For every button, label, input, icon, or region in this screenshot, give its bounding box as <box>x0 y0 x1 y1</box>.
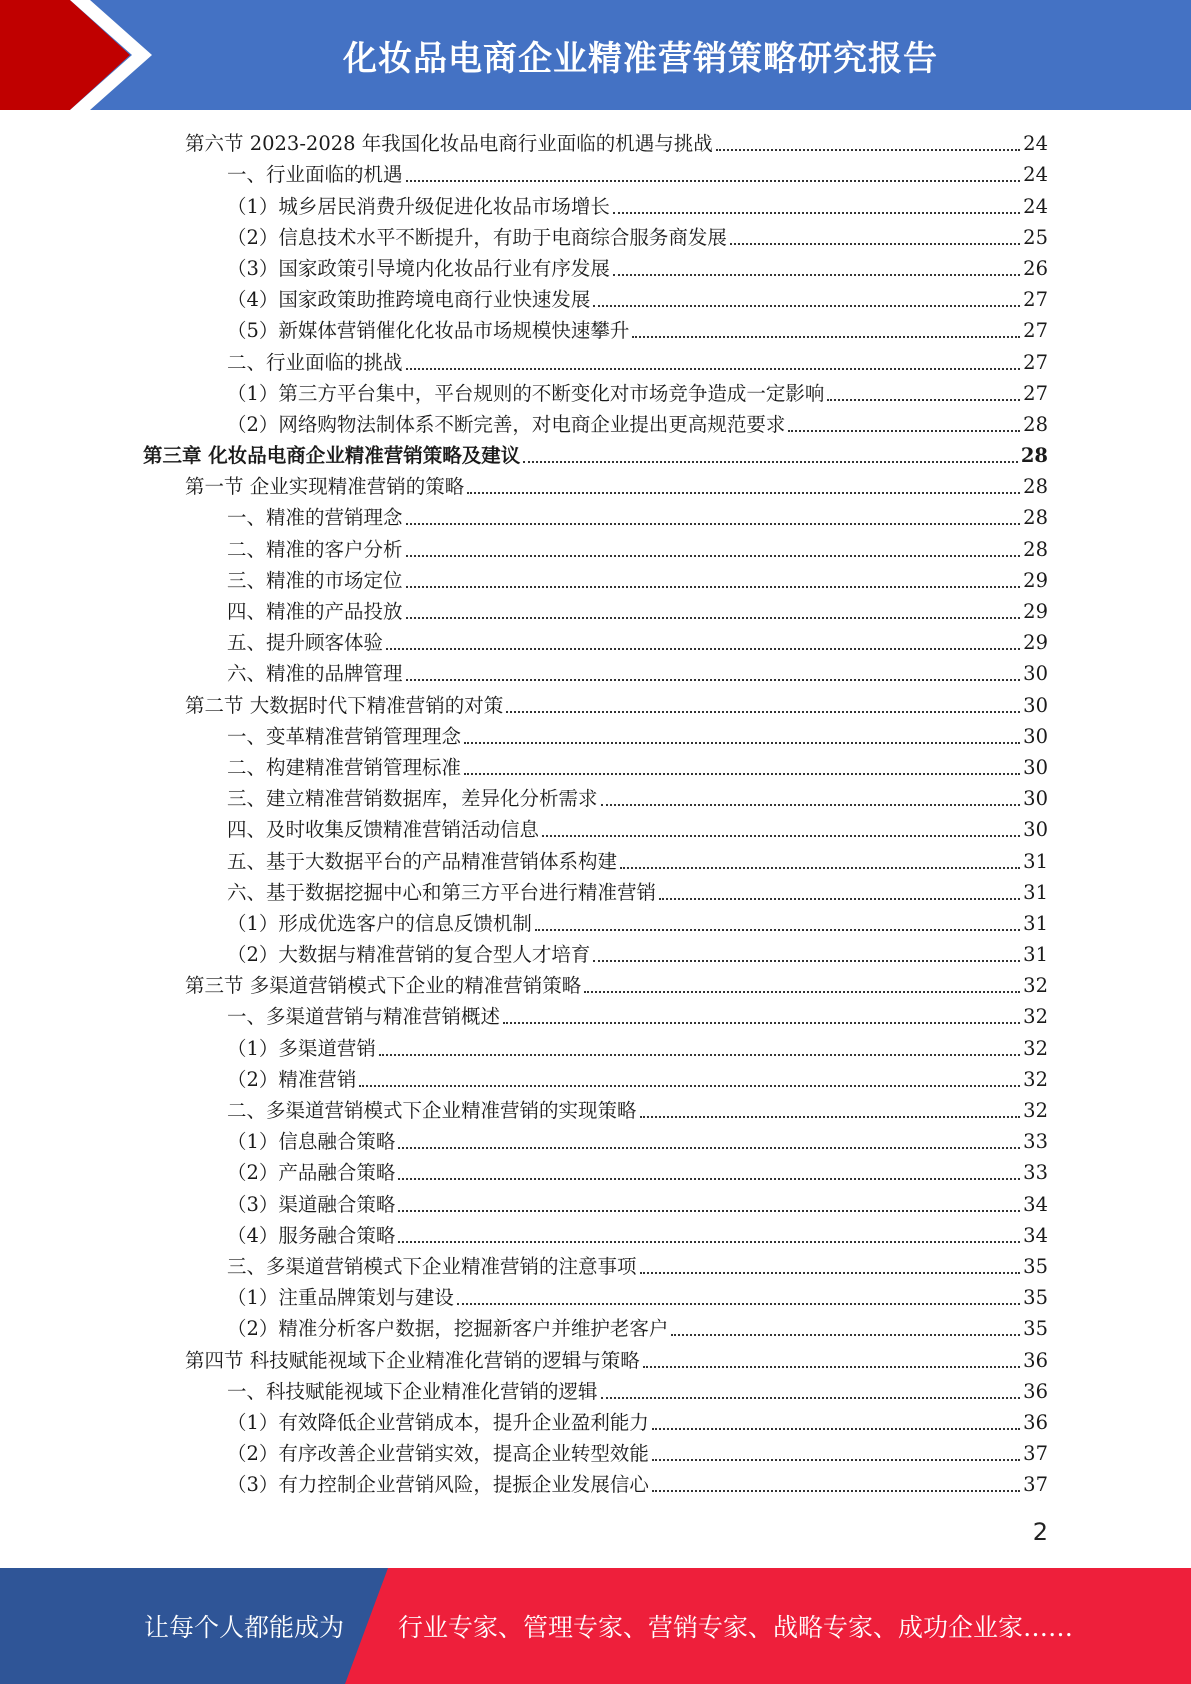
toc-dot-leader <box>632 336 1020 338</box>
toc-dot-leader <box>652 1490 1020 1492</box>
toc-dot-leader <box>406 679 1021 681</box>
toc-entry-title: （4）服务融合策略 <box>227 1223 396 1247</box>
toc-entry[interactable] <box>227 1437 1048 1468</box>
toc-entry[interactable] <box>227 1094 1048 1125</box>
toc-dot-leader <box>613 274 1020 276</box>
toc-entry-title: （1）信息融合策略 <box>227 1130 396 1154</box>
toc-entry-page: 27 <box>1023 319 1048 343</box>
toc-entry-title: （2）有序改善企业营销实效，提高企业转型效能 <box>227 1442 649 1466</box>
toc-entry[interactable] <box>227 720 1048 751</box>
toc-entry-page: 30 <box>1023 724 1048 748</box>
toc-entry-page: 37 <box>1023 1473 1048 1497</box>
toc-entry-title: （2）精准分析客户数据，挖掘新客户并维护老客户 <box>227 1317 669 1341</box>
page-number: 2 <box>1032 1518 1048 1546</box>
toc-entry-page: 32 <box>1023 974 1048 998</box>
toc-entry-title: 第二节 大数据时代下精准营销的对策 <box>185 693 504 717</box>
page-footer <box>0 1568 1191 1684</box>
toc-dot-leader <box>640 1116 1021 1118</box>
toc-entry-title: （3）有力控制企业营销风险，提振企业发展信心 <box>227 1473 649 1497</box>
toc-entry[interactable] <box>227 564 1048 595</box>
toc-dot-leader <box>523 461 1018 463</box>
toc-entry-page: 24 <box>1023 132 1048 156</box>
toc-entry-title: 第三节 多渠道营销模式下企业的精准营销策略 <box>185 974 582 998</box>
toc-entry-page: 36 <box>1023 1348 1048 1372</box>
toc-entry-title: 三、多渠道营销模式下企业精准营销的注意事项 <box>227 1254 637 1278</box>
toc-dot-leader <box>406 180 1021 182</box>
toc-entry[interactable] <box>185 127 1048 158</box>
toc-dot-leader <box>730 243 1020 245</box>
toc-entry-title: 五、基于大数据平台的产品精准营销体系构建 <box>227 849 618 873</box>
toc-entry-page: 31 <box>1023 911 1048 935</box>
toc-dot-leader <box>406 523 1021 525</box>
toc-entry-page: 33 <box>1023 1161 1048 1185</box>
toc-entry-title: 二、构建精准营销管理标准 <box>227 755 462 779</box>
toc-dot-leader <box>593 305 1020 307</box>
toc-entry-title: 四、精准的产品投放 <box>227 600 403 623</box>
toc-dot-leader <box>464 742 1020 744</box>
toc-dot-leader <box>398 1147 1020 1149</box>
toc-entry-title: 四、及时收集反馈精准营销活动信息 <box>227 818 540 842</box>
toc-entry-page: 34 <box>1023 1192 1048 1216</box>
toc-entry-title: （3）渠道融合策略 <box>227 1192 396 1216</box>
toc-dot-leader <box>503 1022 1020 1024</box>
header-red-arrow <box>0 0 130 110</box>
toc-entry-page: 31 <box>1023 849 1048 873</box>
toc-entry-title: 二、精准的客户分析 <box>227 537 403 561</box>
toc-entry[interactable] <box>227 345 1048 376</box>
toc-entry[interactable] <box>227 189 1048 220</box>
toc-entry-title: （2）信息技术水平不断提升，有助于电商综合服务商发展 <box>227 225 727 249</box>
toc-dot-leader <box>716 149 1020 151</box>
toc-dot-leader <box>584 991 1020 993</box>
toc-entry-title: 一、多渠道营销与精准营销概述 <box>227 1005 501 1029</box>
toc-entry-page: 32 <box>1023 1036 1048 1060</box>
footer-slogan-left: 让每个人都能成为 <box>144 1613 345 1642</box>
toc-dot-leader <box>464 773 1020 775</box>
toc-entry-page: 29 <box>1023 631 1048 655</box>
toc-entry-title: 六、基于数据挖掘中心和第三方平台进行精准营销 <box>227 880 657 904</box>
toc-entry[interactable] <box>227 1219 1048 1250</box>
toc-entry-page: 31 <box>1023 880 1048 904</box>
toc-entry-page: 31 <box>1023 943 1048 967</box>
toc-entry-title: 第六节 2023-2028 年我国化妆品电商行业面临的机遇与挑战 <box>185 132 713 156</box>
toc-dot-leader <box>788 430 1020 432</box>
toc-entry-title: 五、提升顾客体验 <box>227 631 384 655</box>
toc-dot-leader <box>652 1459 1020 1461</box>
toc-entry-page: 28 <box>1023 506 1048 530</box>
toc-entry-page: 35 <box>1023 1317 1048 1341</box>
toc-dot-leader <box>406 368 1021 370</box>
toc-entry-title: 三、精准的市场定位 <box>227 568 403 592</box>
toc-entry[interactable] <box>227 252 1048 283</box>
toc-entry-title: （2）网络购物法制体系不断完善，对电商企业提出更高规范要求 <box>227 412 786 436</box>
table-of-contents <box>0 127 1191 1499</box>
toc-entry-title: 一、精准的营销理念 <box>227 506 403 530</box>
toc-entry[interactable] <box>227 1468 1048 1499</box>
toc-entry-title: 三、建立精准营销数据库，差异化分析需求 <box>227 787 598 811</box>
toc-entry-title: （1）注重品牌策划与建设 <box>227 1286 454 1310</box>
toc-entry[interactable] <box>227 907 1048 938</box>
toc-dot-leader <box>467 492 1020 494</box>
toc-entry[interactable] <box>227 1281 1048 1312</box>
toc-entry[interactable] <box>227 751 1048 782</box>
toc-entry-page: 28 <box>1020 444 1048 468</box>
toc-entry[interactable] <box>227 1406 1048 1437</box>
toc-entry[interactable] <box>227 158 1048 189</box>
toc-entry-page: 36 <box>1023 1410 1048 1434</box>
toc-entry-page: 34 <box>1023 1223 1048 1247</box>
toc-entry-title: （1）有效降低企业营销成本，提升企业盈利能力 <box>227 1410 649 1434</box>
toc-entry-page: 24 <box>1023 194 1048 218</box>
toc-entry[interactable] <box>227 813 1048 844</box>
toc-dot-leader <box>398 1210 1020 1212</box>
toc-dot-leader <box>643 1366 1020 1368</box>
toc-dot-leader <box>379 1054 1020 1056</box>
toc-dot-leader <box>613 212 1020 214</box>
toc-dot-leader <box>406 617 1021 619</box>
toc-dot-leader <box>398 1241 1020 1243</box>
toc-entry-title: （2）产品融合策略 <box>227 1161 396 1185</box>
toc-entry[interactable] <box>227 532 1048 563</box>
toc-entry-page: 37 <box>1023 1442 1048 1466</box>
toc-entry-title: 一、科技赋能视域下企业精准化营销的逻辑 <box>227 1379 598 1403</box>
toc-entry[interactable] <box>227 844 1048 875</box>
footer-slogan-right: 行业专家、管理专家、营销专家、战略专家、成功企业家…… <box>398 1613 1074 1642</box>
toc-dot-leader <box>359 1085 1020 1087</box>
page-header <box>0 0 1191 110</box>
toc-entry-page: 30 <box>1023 693 1048 717</box>
toc-entry-title: 二、多渠道营销模式下企业精准营销的实现策略 <box>227 1099 637 1122</box>
toc-entry-title: 第三章 化妆品电商企业精准营销策略及建议 <box>143 444 521 468</box>
toc-dot-leader <box>542 835 1020 837</box>
toc-entry[interactable] <box>227 876 1048 907</box>
toc-dot-leader <box>386 648 1020 650</box>
toc-entry-page: 28 <box>1023 412 1048 436</box>
toc-dot-leader <box>671 1334 1020 1336</box>
toc-entry-page: 30 <box>1023 755 1048 779</box>
toc-entry[interactable] <box>227 595 1048 626</box>
toc-entry[interactable] <box>227 1375 1048 1406</box>
toc-dot-leader <box>398 1178 1020 1180</box>
toc-dot-leader <box>640 1272 1021 1274</box>
toc-entry[interactable] <box>227 1125 1048 1156</box>
toc-entry[interactable] <box>143 439 1048 470</box>
toc-dot-leader <box>601 1397 1021 1399</box>
toc-entry-page: 27 <box>1023 288 1048 312</box>
toc-entry-page: 26 <box>1023 256 1048 280</box>
toc-entry-page: 29 <box>1023 600 1048 623</box>
toc-entry[interactable] <box>227 221 1048 252</box>
toc-entry[interactable] <box>185 1343 1048 1374</box>
toc-entry-title: 第四节 科技赋能视域下企业精准化营销的逻辑与策略 <box>185 1348 640 1372</box>
toc-entry-title: （5）新媒体营销催化化妆品市场规模快速攀升 <box>227 319 630 343</box>
toc-entry-page: 30 <box>1023 662 1048 686</box>
toc-entry-page: 32 <box>1023 1005 1048 1029</box>
toc-dot-leader <box>593 960 1020 962</box>
toc-dot-leader <box>506 711 1020 713</box>
toc-entry-page: 29 <box>1023 568 1048 592</box>
toc-entry-page: 27 <box>1023 350 1048 374</box>
toc-entry-title: （1）多渠道营销 <box>227 1036 376 1060</box>
toc-entry-page: 27 <box>1023 381 1048 405</box>
toc-entry-page: 25 <box>1023 225 1048 249</box>
toc-dot-leader <box>659 898 1020 900</box>
report-title: 化妆品电商企业精准营销策略研究报告 <box>343 38 938 79</box>
toc-entry-page: 32 <box>1023 1067 1048 1091</box>
toc-entry-title: （1）第三方平台集中，平台规则的不断变化对市场竞争造成一定影响 <box>227 381 825 405</box>
toc-entry-title: （1）城乡居民消费升级促进化妆品市场增长 <box>227 194 610 218</box>
toc-dot-leader <box>620 867 1020 869</box>
toc-entry-page: 35 <box>1023 1286 1048 1310</box>
toc-entry[interactable] <box>185 470 1048 501</box>
toc-dot-leader <box>406 555 1021 557</box>
toc-entry[interactable] <box>227 1187 1048 1218</box>
toc-entry-title: 第一节 企业实现精准营销的策略 <box>185 475 465 499</box>
toc-dot-leader <box>652 1428 1020 1430</box>
toc-entry-page: 35 <box>1023 1254 1048 1278</box>
toc-entry[interactable] <box>185 969 1048 1000</box>
toc-entry[interactable] <box>227 1312 1048 1343</box>
toc-entry[interactable] <box>227 782 1048 813</box>
toc-entry[interactable] <box>227 1031 1048 1062</box>
toc-dot-leader <box>457 1303 1020 1305</box>
toc-entry-page: 30 <box>1023 787 1048 811</box>
toc-entry[interactable] <box>227 314 1048 345</box>
toc-entry[interactable] <box>227 1063 1048 1094</box>
toc-entry[interactable] <box>227 1000 1048 1031</box>
toc-entry-page: 33 <box>1023 1130 1048 1154</box>
toc-entry-page: 28 <box>1023 537 1048 561</box>
toc-entry-title: （1）形成优选客户的信息反馈机制 <box>227 911 532 935</box>
toc-entry[interactable] <box>227 377 1048 408</box>
toc-dot-leader <box>406 586 1021 588</box>
toc-entry-title: 二、行业面临的挑战 <box>227 350 403 374</box>
toc-entry[interactable] <box>227 1250 1048 1281</box>
toc-entry-title: （2）大数据与精准营销的复合型人才培育 <box>227 943 591 967</box>
toc-entry[interactable] <box>227 626 1048 657</box>
toc-entry-page: 32 <box>1023 1099 1048 1122</box>
toc-entry[interactable] <box>227 938 1048 969</box>
toc-entry-page: 24 <box>1023 163 1048 187</box>
toc-entry-title: （2）精准营销 <box>227 1067 357 1091</box>
toc-entry[interactable] <box>185 688 1048 719</box>
toc-entry-page: 36 <box>1023 1379 1048 1403</box>
toc-entry-title: 一、行业面临的机遇 <box>227 163 403 187</box>
toc-entry[interactable] <box>227 1156 1048 1187</box>
toc-entry-page: 28 <box>1023 475 1048 499</box>
toc-entry-title: 一、变革精准营销管理理念 <box>227 724 462 748</box>
toc-dot-leader <box>535 929 1020 931</box>
toc-entry-title: 六、精准的品牌管理 <box>227 662 403 686</box>
toc-entry[interactable] <box>227 283 1048 314</box>
toc-entry[interactable] <box>227 501 1048 532</box>
toc-entry-title: （3）国家政策引导境内化妆品行业有序发展 <box>227 256 610 280</box>
toc-entry-title: （4）国家政策助推跨境电商行业快速发展 <box>227 288 591 312</box>
toc-entry[interactable] <box>227 657 1048 688</box>
toc-dot-leader <box>601 804 1021 806</box>
toc-entry[interactable] <box>227 408 1048 439</box>
toc-entry-page: 30 <box>1023 818 1048 842</box>
toc-dot-leader <box>827 399 1020 401</box>
